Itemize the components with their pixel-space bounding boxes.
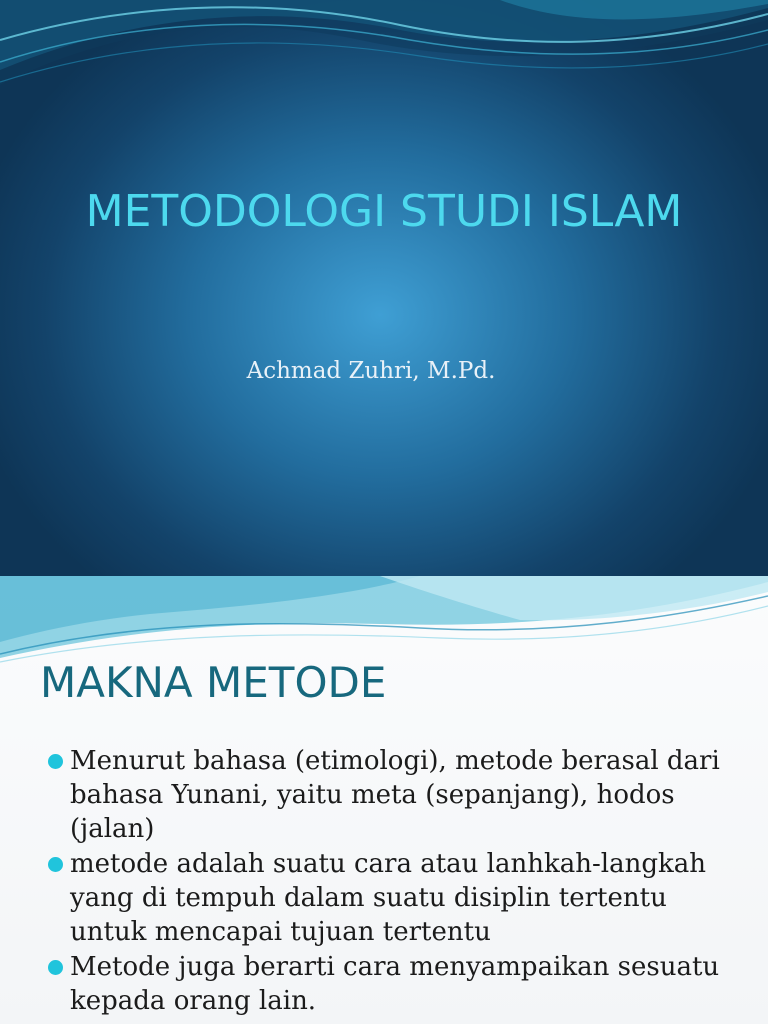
list-item bbox=[46, 744, 736, 846]
bullet-dot-icon bbox=[48, 754, 63, 769]
bullet-text: Metode juga berarti cara menyampaikan sesuatu kepada orang lain. bbox=[70, 952, 720, 1016]
slide-title: METODOLOGI STUDI ISLAM bbox=[85, 186, 683, 237]
wave-decoration bbox=[0, 0, 768, 120]
bullet-dot-icon bbox=[48, 960, 63, 975]
bullet-dot-icon bbox=[48, 857, 63, 872]
wave-decoration bbox=[0, 576, 768, 666]
list-item bbox=[46, 950, 736, 1018]
content-slide bbox=[0, 576, 768, 1024]
bullet-list bbox=[46, 744, 736, 1019]
list-item bbox=[46, 847, 736, 949]
slide-subtitle: Achmad Zuhri, M.Pd. bbox=[246, 358, 496, 384]
slide-heading: MAKNA METODE bbox=[40, 658, 387, 707]
bullet-text: Menurut bahasa (etimologi), metode berasal dari bahasa Yunani, yaitu meta (sepanjang), hodos (jalan) bbox=[70, 746, 720, 844]
bullet-text: metode adalah suatu cara atau lanhkah-langkah yang di tempuh dalam suatu disiplin tertentu untuk mencapai tujuan tertentu bbox=[70, 849, 706, 947]
